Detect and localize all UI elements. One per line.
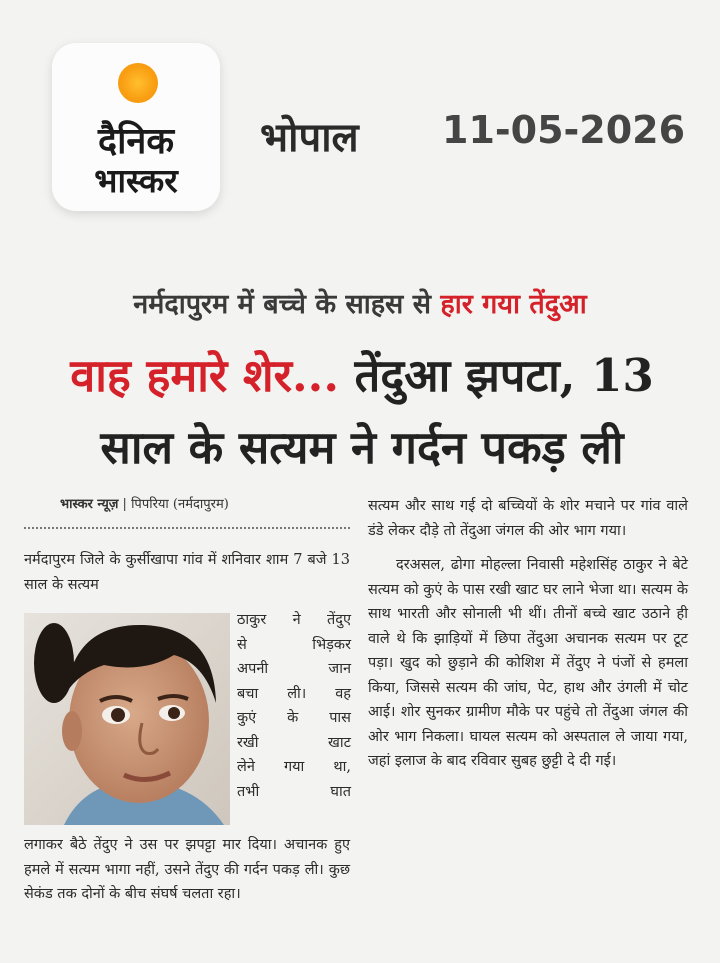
- wrap-line: से भिड़कर: [237, 636, 351, 653]
- left-intro-text: नर्मदापुरम जिले के कुर्सीखापा गांव में शनिवार शाम 7 बजे 13 साल के सत्यम: [24, 552, 350, 593]
- wrap-line: बचा ली। वह: [237, 685, 351, 702]
- edition-city: भोपाल: [260, 115, 359, 161]
- left-outro-text: लगाकर बैठे तेंदुए ने उस पर झपट्टा मार दिया। अचानक हुए हमले में सत्यम भागा नहीं, उसने तेंदुए की गर्दन पकड़ ली। कुछ सेकंड तक दोनों के बीच संघर्ष चलता रहा।: [24, 837, 350, 902]
- photo-wrap-text: [237, 608, 351, 804]
- wrap-line: ठाकुर ने तेंदुए: [237, 612, 351, 628]
- right-paragraph-1: सत्यम और साथ गई दो बच्चियों के शोर मचाने पर गांव वाले डंडे लेकर दौड़े तो तेंदुआ जंगल की ओर भाग गया।: [368, 498, 688, 539]
- byline: [60, 494, 229, 512]
- wrap-line: तभी घात: [237, 783, 351, 800]
- dainik-bhaskar-logo: [52, 43, 220, 211]
- left-column-outro: [24, 833, 350, 907]
- edition-date: 11-05-2026: [442, 108, 686, 152]
- headline-rest: तेंदुआ झपटा, 13: [339, 349, 654, 402]
- wrap-line: कुएं के पास: [237, 710, 351, 726]
- wrap-line: रखी खाट: [237, 734, 351, 751]
- byline-divider: [24, 527, 350, 529]
- logo-text-line1: दैनिक: [97, 120, 175, 162]
- right-column: [368, 494, 688, 774]
- logo-text-line2: भास्कर: [94, 161, 178, 200]
- byline-source: भास्कर न्यूज़: [60, 497, 119, 512]
- kicker: [0, 284, 720, 321]
- kicker-main: नर्मदापुरम में बच्चे के साहस से: [133, 289, 441, 320]
- boy-photo: [24, 613, 230, 825]
- sun-icon: [118, 63, 158, 103]
- right-paragraph-2: दरअसल, ढोगा मोहल्ला निवासी महेशसिंह ठाकुर ने बेटे सत्यम को कुएं के पास रखी खाट घर लाने भेजा था। सत्यम के साथ भारती और सोनाली भी थीं। तीनों बच्चे खाट उठाने ही वाले थे कि झाड़ियों में छिपा तेंदुआ अचानक सत्यम पर टूट पड़ा। खुद को छुड़ाने की कोशिश में तेंदुए ने पंजों से हमला किया, जिससे सत्यम की जांघ, पेट, हाथ और उंगली में चोट आई। शोर सुनकर ग्रामीण मौके पर पहुंचे तो तेंदुआ जंगल की ओर भाग निकला। घायल सत्यम को अस्पताल ले जाया गया, जहां इलाज के बाद रविवार सुबह छुट्टी दे दी गई।: [368, 557, 688, 769]
- wrap-line: अपनी जान: [237, 661, 351, 677]
- headline: [24, 340, 700, 484]
- kicker-red: हार गया तेंदुआ: [440, 289, 587, 320]
- left-column-intro: [24, 548, 350, 597]
- byline-place: | पिपरिया (नर्मदापुरम): [118, 497, 229, 512]
- headline-line2: साल के सत्यम ने गर्दन पकड़ ली: [100, 421, 624, 474]
- wrap-line: लेने गया था,: [237, 759, 351, 775]
- headline-red: वाह हमारे शेर...: [70, 349, 340, 402]
